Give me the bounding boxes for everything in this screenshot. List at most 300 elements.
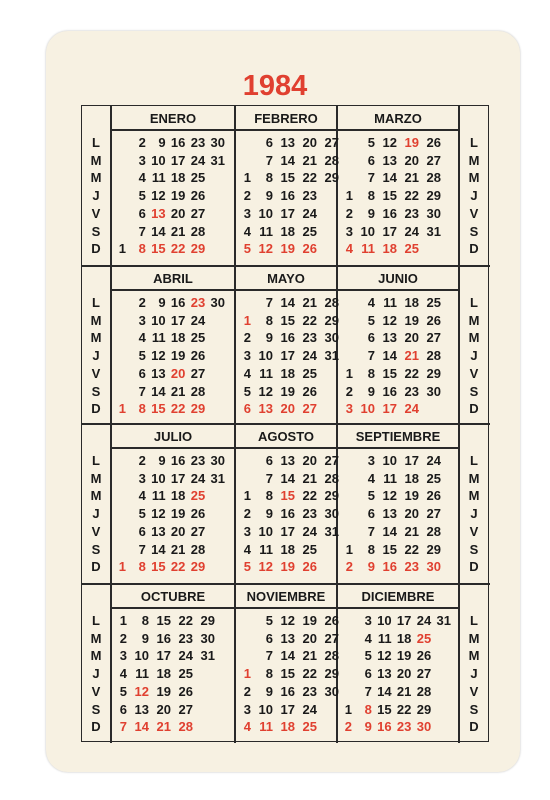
day-letter: V (91, 365, 101, 381)
day-number: 18 (280, 365, 295, 381)
day-number: 23 (302, 330, 317, 346)
day-number: 14 (382, 523, 397, 539)
day-number: 6 (367, 506, 375, 522)
month-title: JUNIO (378, 271, 418, 286)
day-number: 19 (170, 506, 186, 522)
month-title: MAYO (267, 271, 305, 286)
day-number: 17 (280, 348, 295, 364)
day-number: 11 (377, 630, 392, 646)
day-number: 17 (170, 470, 186, 486)
day-number: 27 (426, 152, 441, 168)
day-number: 8 (138, 241, 146, 257)
day-number: 13 (377, 666, 392, 682)
month-title: MARZO (374, 111, 422, 126)
day-number: 1 (345, 188, 353, 204)
day-number: 14 (280, 152, 295, 168)
day-number: 10 (151, 470, 166, 486)
month-title: FEBRERO (254, 111, 318, 126)
day-letter: L (92, 613, 100, 628)
day-number: 28 (190, 223, 206, 239)
day-number: 30 (426, 559, 441, 575)
grid-header-underline (111, 607, 459, 609)
grid-band-separator (82, 583, 490, 585)
grid-vline (458, 106, 460, 743)
day-letter: V (469, 683, 479, 699)
year-title: 1984 (242, 70, 308, 102)
day-number: 11 (259, 541, 273, 557)
day-number: 24 (302, 205, 317, 221)
day-number: 6 (265, 135, 273, 150)
day-number: 30 (426, 383, 441, 399)
day-number: 22 (302, 170, 317, 186)
day-number: 1 (118, 401, 126, 417)
day-number: 8 (265, 666, 273, 682)
day-number: 5 (364, 648, 372, 664)
day-number: 12 (151, 188, 166, 204)
day-number: 25 (426, 470, 441, 486)
day-number: 20 (302, 453, 317, 468)
day-number: 17 (382, 223, 397, 239)
day-number: 6 (367, 152, 375, 168)
day-number: 22 (170, 241, 186, 257)
day-number: 29 (324, 312, 339, 328)
day-number: 16 (280, 330, 295, 346)
day-number: 4 (367, 295, 375, 310)
day-number: 10 (360, 401, 375, 417)
day-number: 14 (134, 719, 149, 735)
day-number: 31 (210, 152, 225, 168)
day-number: 19 (280, 559, 295, 575)
day-number: 7 (364, 683, 372, 699)
day-number: 1 (243, 312, 251, 328)
day-number: 4 (243, 541, 251, 557)
day-number: 15 (377, 701, 392, 717)
day-number: 1 (344, 701, 352, 717)
day-letter: J (470, 188, 478, 204)
day-letter: M (90, 488, 102, 504)
day-number: 28 (178, 719, 193, 735)
day-number: 26 (190, 348, 206, 364)
day-number: 22 (170, 559, 186, 575)
day-number: 10 (258, 701, 273, 717)
day-number: 25 (302, 365, 317, 381)
day-number: 22 (178, 613, 193, 628)
day-number: 25 (302, 719, 317, 735)
day-number: 18 (156, 666, 171, 682)
day-number: 13 (382, 330, 397, 346)
day-number: 25 (190, 330, 206, 346)
day-letter: J (470, 348, 478, 364)
day-number: 24 (426, 453, 441, 468)
day-number: 25 (302, 223, 317, 239)
day-letter: D (469, 559, 479, 575)
day-number: 19 (404, 312, 419, 328)
month-title: JULIO (153, 429, 193, 444)
day-number: 12 (382, 135, 397, 150)
day-number: 19 (396, 648, 412, 664)
month-title: NOVIEMBRE (246, 589, 326, 604)
day-number: 3 (243, 348, 251, 364)
day-number: 25 (416, 630, 432, 646)
day-number: 30 (324, 330, 339, 346)
day-number: 24 (404, 401, 419, 417)
day-number: 5 (367, 488, 375, 504)
month-title: ENERO (149, 111, 197, 126)
day-number: 3 (243, 701, 251, 717)
month-title: DICIEMBRE (361, 589, 435, 604)
day-number: 12 (134, 683, 149, 699)
day-number: 14 (280, 470, 295, 486)
day-number: 26 (426, 312, 441, 328)
day-number: 27 (426, 330, 441, 346)
day-number: 28 (426, 170, 441, 186)
day-number: 17 (382, 401, 397, 417)
day-number: 28 (426, 348, 441, 364)
day-number: 21 (170, 541, 186, 557)
day-number: 18 (404, 295, 419, 310)
day-number: 4 (138, 330, 146, 346)
day-number: 7 (138, 383, 146, 399)
day-number: 21 (404, 348, 419, 364)
day-number: 13 (151, 205, 166, 221)
day-number: 1 (243, 666, 251, 682)
day-number: 17 (404, 453, 419, 468)
day-number: 26 (190, 506, 206, 522)
day-number: 16 (170, 135, 186, 150)
day-number: 8 (367, 188, 375, 204)
day-number: 28 (426, 523, 441, 539)
day-number: 18 (280, 719, 295, 735)
day-number: 4 (243, 365, 251, 381)
day-number: 17 (170, 312, 186, 328)
day-letter: M (90, 630, 102, 646)
day-letter: S (469, 383, 479, 399)
day-number: 11 (151, 330, 166, 346)
day-number: 15 (382, 188, 397, 204)
day-number: 23 (302, 188, 317, 204)
day-letter: J (92, 188, 100, 204)
day-number: 2 (243, 683, 251, 699)
day-letter: S (469, 541, 479, 557)
day-number: 21 (302, 295, 317, 310)
day-number: 3 (138, 470, 146, 486)
month-title: ABRIL (153, 271, 193, 286)
day-number: 20 (170, 205, 186, 221)
day-letter: L (470, 613, 478, 628)
day-number: 6 (119, 701, 127, 717)
day-number: 30 (324, 506, 339, 522)
day-number: 8 (265, 170, 273, 186)
day-letter: M (90, 152, 102, 168)
day-number: 10 (360, 223, 375, 239)
day-number: 23 (302, 506, 317, 522)
day-number: 16 (170, 295, 186, 310)
day-number: 26 (302, 559, 317, 575)
day-number: 21 (404, 523, 419, 539)
day-number: 13 (280, 453, 295, 468)
day-number: 18 (170, 488, 186, 504)
day-number: 24 (416, 613, 432, 628)
day-number: 25 (302, 541, 317, 557)
day-number: 27 (324, 453, 339, 468)
day-letter: M (468, 152, 480, 168)
day-number: 9 (265, 506, 273, 522)
day-number: 29 (324, 666, 339, 682)
day-number: 31 (436, 613, 451, 628)
day-number: 5 (265, 613, 273, 628)
day-letter: M (468, 648, 480, 664)
day-number: 20 (404, 506, 419, 522)
day-number: 29 (426, 188, 441, 204)
day-number: 4 (243, 223, 251, 239)
day-letter: S (91, 541, 101, 557)
day-number: 30 (324, 683, 339, 699)
day-number: 22 (396, 701, 412, 717)
day-number: 14 (382, 170, 397, 186)
day-letter: V (469, 523, 479, 539)
day-number: 12 (151, 348, 166, 364)
day-number: 27 (426, 506, 441, 522)
day-number: 22 (302, 666, 317, 682)
day-number: 25 (426, 295, 441, 310)
day-number: 28 (324, 648, 339, 664)
day-number: 17 (280, 701, 295, 717)
day-number: 6 (138, 365, 146, 381)
day-letter: D (469, 719, 479, 735)
day-number: 4 (345, 241, 353, 257)
grid-header-underline (111, 289, 459, 291)
day-number: 14 (151, 383, 166, 399)
day-number: 15 (151, 401, 166, 417)
day-number: 3 (138, 152, 146, 168)
day-number: 5 (243, 241, 251, 257)
day-number: 25 (190, 488, 206, 504)
day-number: 18 (280, 541, 295, 557)
day-letter: L (92, 135, 100, 150)
day-number: 20 (280, 401, 295, 417)
day-letter: M (468, 470, 480, 486)
day-number: 29 (426, 365, 441, 381)
day-number: 27 (324, 135, 339, 150)
day-number: 11 (151, 488, 166, 504)
day-number: 14 (377, 683, 392, 699)
day-number: 26 (302, 241, 317, 257)
day-number: 2 (243, 330, 251, 346)
day-number: 2 (243, 188, 251, 204)
day-number: 11 (259, 365, 273, 381)
day-number: 20 (302, 630, 317, 646)
day-number: 7 (265, 152, 273, 168)
day-number: 8 (138, 401, 146, 417)
day-number: 5 (138, 188, 146, 204)
day-letter: L (470, 295, 478, 310)
day-number: 7 (367, 170, 375, 186)
day-number: 13 (134, 701, 149, 717)
day-number: 8 (265, 312, 273, 328)
day-number: 18 (170, 330, 186, 346)
month-title: OCTUBRE (140, 589, 206, 604)
day-number: 24 (190, 470, 206, 486)
day-number: 22 (302, 488, 317, 504)
grid-band-separator (82, 423, 490, 425)
day-number: 15 (280, 488, 295, 504)
day-number: 26 (178, 683, 193, 699)
day-number: 5 (243, 559, 251, 575)
day-number: 9 (364, 719, 372, 735)
day-number: 2 (138, 135, 146, 150)
day-number: 19 (170, 348, 186, 364)
day-number: 14 (280, 295, 295, 310)
day-number: 27 (302, 401, 317, 417)
day-number: 2 (344, 719, 352, 735)
day-number: 9 (265, 683, 273, 699)
day-letter: D (91, 559, 101, 575)
day-number: 21 (302, 648, 317, 664)
day-number: 31 (200, 648, 215, 664)
day-number: 5 (138, 506, 146, 522)
day-number: 31 (324, 523, 339, 539)
day-number: 21 (404, 170, 419, 186)
day-number: 29 (324, 170, 339, 186)
day-number: 18 (404, 470, 419, 486)
day-letter: L (92, 295, 100, 310)
day-number: 1 (345, 541, 353, 557)
day-number: 23 (396, 719, 412, 735)
day-letter: M (468, 630, 480, 646)
grid-header-underline (111, 129, 459, 131)
day-number: 9 (367, 383, 375, 399)
day-number: 25 (178, 666, 193, 682)
day-number: 3 (367, 453, 375, 468)
day-number: 31 (324, 348, 339, 364)
day-number: 21 (170, 223, 186, 239)
day-number: 23 (178, 630, 193, 646)
day-number: 20 (170, 365, 186, 381)
day-number: 3 (345, 401, 353, 417)
day-letter: J (92, 666, 100, 682)
day-number: 29 (190, 559, 206, 575)
day-number: 16 (382, 205, 397, 221)
day-number: 15 (280, 666, 295, 682)
day-letter: S (91, 223, 101, 239)
day-number: 24 (190, 312, 206, 328)
day-letter: J (470, 506, 478, 522)
day-number: 7 (265, 648, 273, 664)
day-number: 16 (382, 559, 397, 575)
day-number: 4 (364, 630, 372, 646)
day-number: 21 (302, 470, 317, 486)
day-number: 11 (259, 719, 273, 735)
day-number: 6 (265, 630, 273, 646)
day-number: 7 (138, 541, 146, 557)
day-number: 10 (258, 205, 273, 221)
day-number: 2 (345, 205, 353, 221)
day-number: 26 (426, 488, 441, 504)
day-number: 22 (404, 365, 419, 381)
day-number: 6 (243, 401, 251, 417)
day-number: 21 (302, 152, 317, 168)
day-number: 4 (119, 666, 127, 682)
day-number: 26 (302, 383, 317, 399)
day-number: 4 (367, 470, 375, 486)
day-number: 23 (190, 135, 206, 150)
day-number: 5 (367, 312, 375, 328)
grid-header-underline (111, 447, 459, 449)
day-number: 7 (138, 223, 146, 239)
day-number: 17 (170, 152, 186, 168)
day-number: 23 (302, 683, 317, 699)
day-number: 3 (119, 648, 127, 664)
day-number: 2 (138, 295, 146, 310)
day-letter: D (91, 241, 101, 257)
day-number: 13 (382, 152, 397, 168)
day-number: 12 (258, 383, 273, 399)
day-number: 28 (324, 152, 339, 168)
day-number: 8 (367, 541, 375, 557)
day-number: 18 (280, 223, 295, 239)
day-number: 9 (158, 453, 166, 468)
day-number: 15 (280, 170, 295, 186)
day-number: 12 (382, 312, 397, 328)
day-number: 13 (382, 506, 397, 522)
day-number: 3 (243, 523, 251, 539)
day-number: 24 (302, 523, 317, 539)
day-number: 28 (190, 383, 206, 399)
day-number: 6 (138, 523, 146, 539)
day-letter: V (469, 205, 479, 221)
day-number: 8 (265, 488, 273, 504)
day-number: 23 (404, 559, 419, 575)
day-letter: M (468, 330, 480, 346)
day-letter: M (90, 470, 102, 486)
day-number: 7 (119, 719, 127, 735)
day-letter: D (91, 401, 101, 417)
day-number: 20 (156, 701, 171, 717)
day-number: 21 (156, 719, 171, 735)
day-number: 1 (243, 170, 251, 186)
day-number: 19 (156, 683, 171, 699)
month-title: SEPTIEMBRE (355, 429, 441, 444)
day-number: 20 (302, 135, 317, 150)
day-number: 24 (302, 701, 317, 717)
day-number: 23 (404, 205, 419, 221)
day-number: 23 (404, 383, 419, 399)
day-number: 19 (170, 188, 186, 204)
day-number: 15 (382, 541, 397, 557)
day-number: 22 (170, 401, 186, 417)
day-number: 15 (151, 559, 166, 575)
day-number: 10 (151, 312, 166, 328)
day-number: 14 (151, 541, 166, 557)
day-number: 27 (178, 701, 193, 717)
day-number: 23 (190, 453, 206, 468)
day-number: 27 (190, 523, 206, 539)
day-letter: M (90, 648, 102, 664)
day-number: 15 (151, 241, 166, 257)
day-number: 7 (265, 295, 273, 310)
day-number: 27 (190, 365, 206, 381)
day-number: 4 (138, 170, 146, 186)
day-number: 11 (151, 170, 166, 186)
day-number: 4 (138, 488, 146, 504)
day-number: 11 (361, 241, 375, 257)
day-number: 3 (138, 312, 146, 328)
day-number: 19 (404, 488, 419, 504)
day-number: 21 (170, 383, 186, 399)
day-letter: D (469, 401, 479, 417)
calendar-grid (81, 105, 489, 742)
day-number: 2 (119, 630, 127, 646)
